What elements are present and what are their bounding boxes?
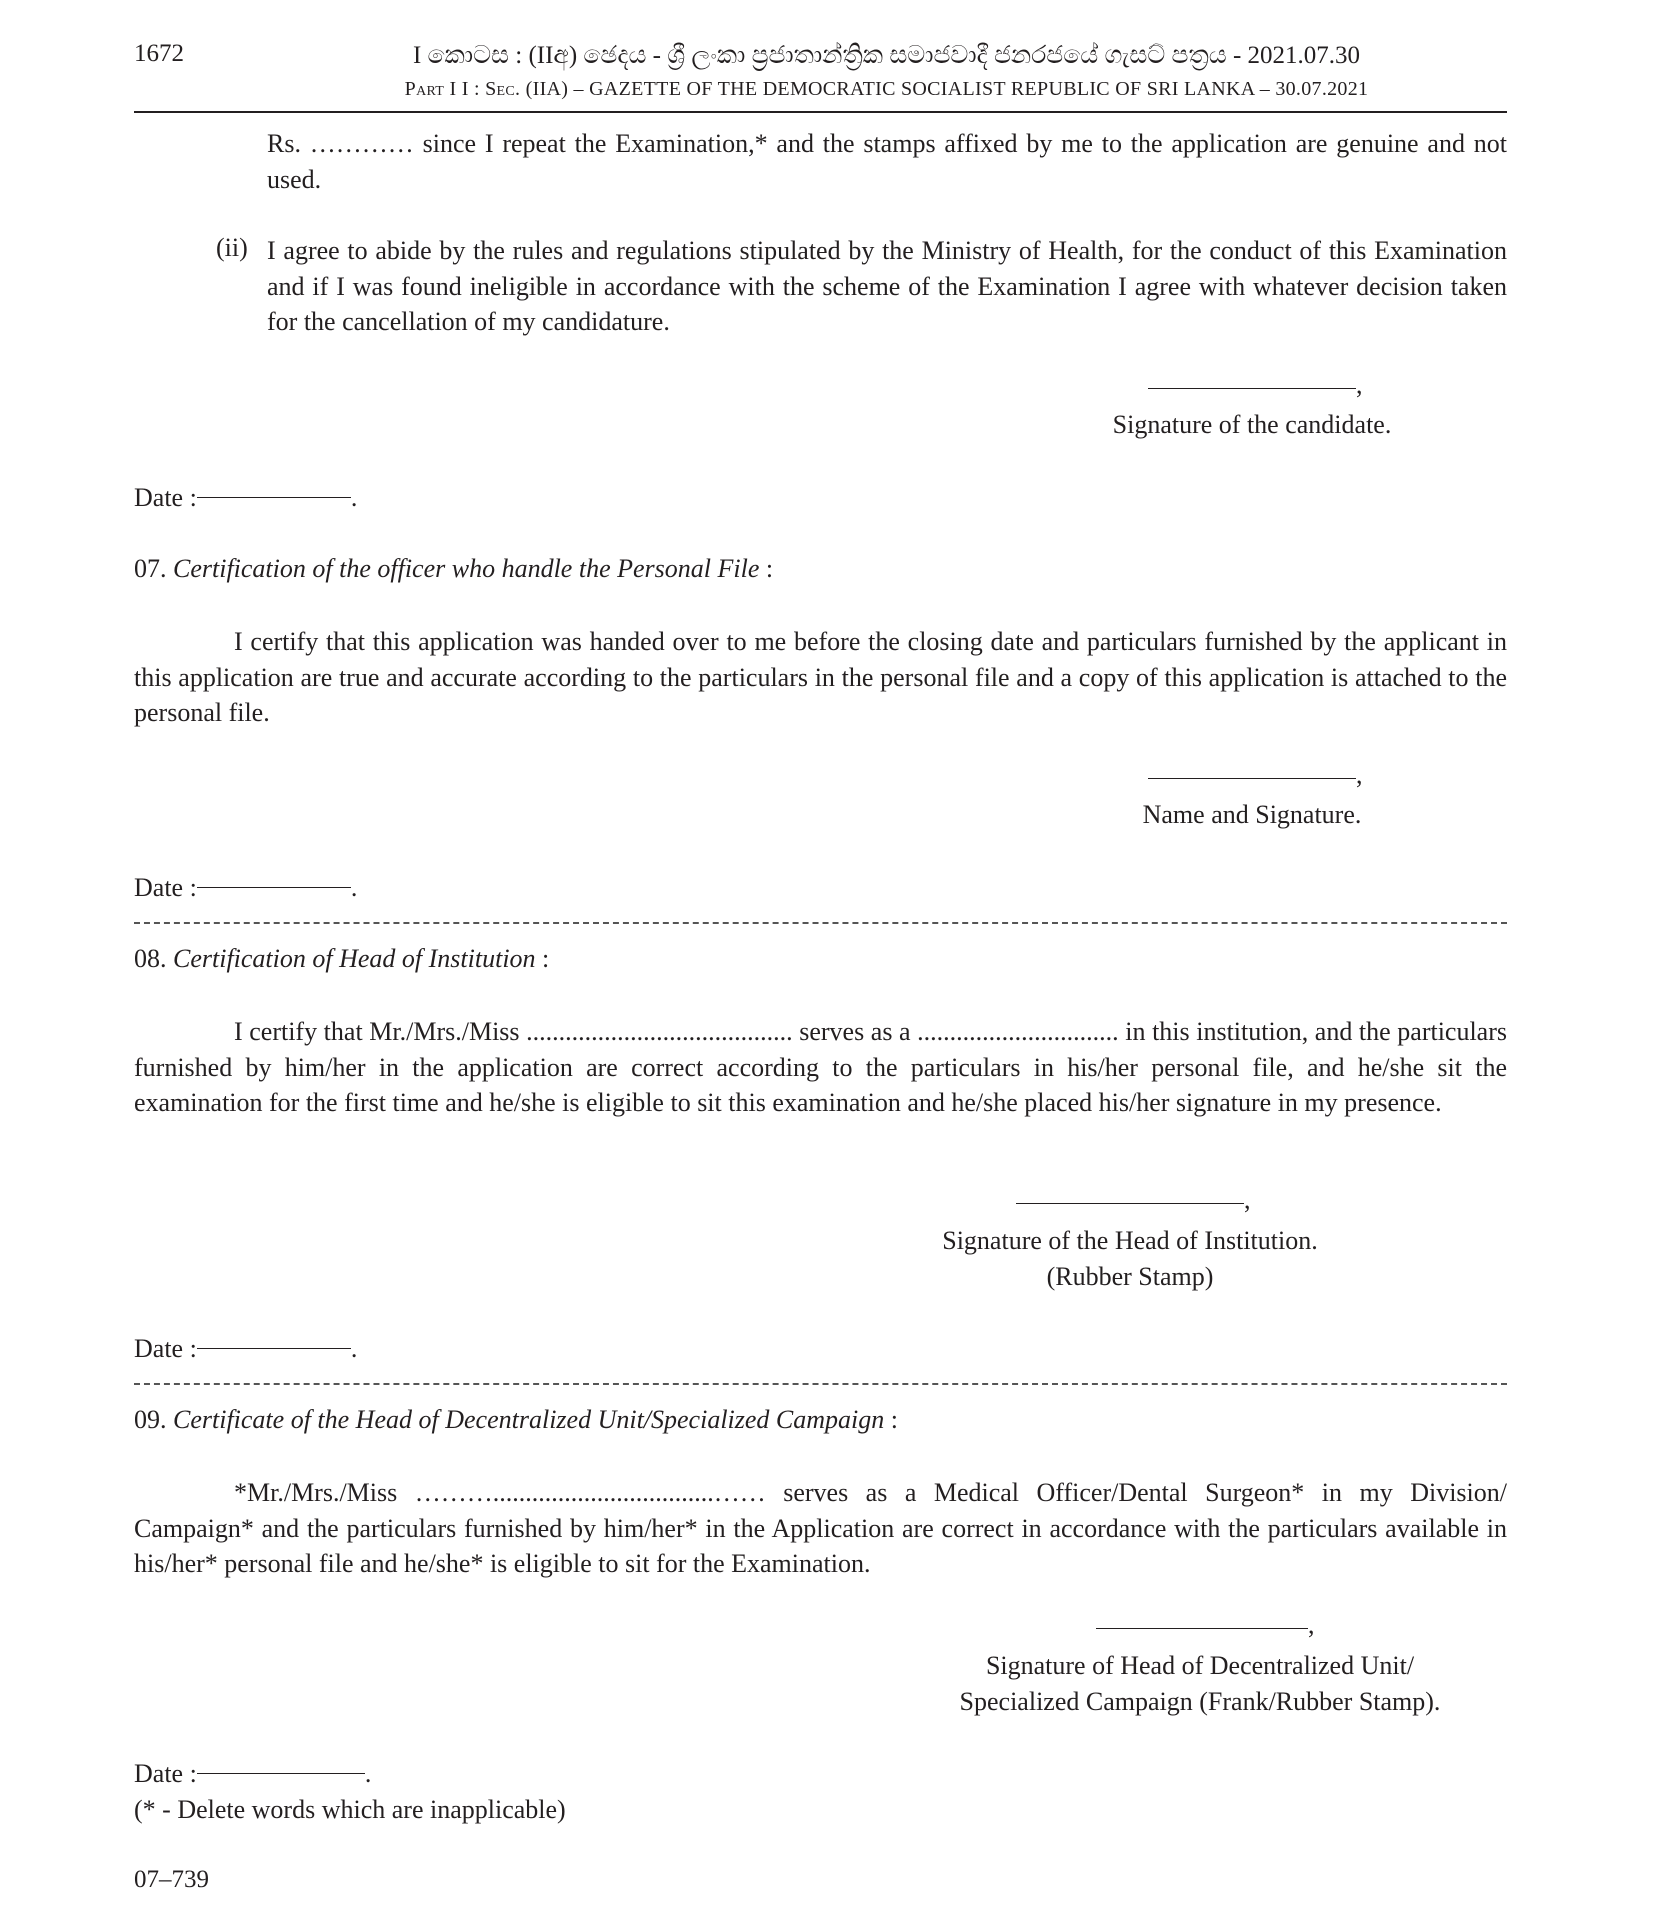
section-divider [134, 922, 1507, 924]
item-ii-label: (ii) [216, 233, 248, 262]
section-09-signature-label-line1: Signature of Head of Decentralized Unit/ [985, 1651, 1415, 1680]
declaration-continued-text: Rs. ………… since I repeat the Examination,* and the stamps affixed by me to the application are genuine and not used. [267, 129, 1507, 194]
section-08-signature-label: Signature of the Head of Institution. [942, 1226, 1318, 1255]
section-08-date-field: Date : . [134, 1334, 358, 1363]
section-08-number: 08. [134, 944, 167, 973]
section-07-heading: Certification of the officer who handle the Personal File [173, 554, 760, 583]
header-sec-label: Sec. [485, 78, 521, 100]
gazette-header-sinhala: I කොටස : (IIඅ) ඡෙදය - ශ්‍රී ලංකා ප්‍රජාතාන්ත්‍රික සමාජවාදී ජනරජයේ ගැසට් පත්‍රය - 2021.07.30 [412, 42, 1361, 69]
section-07-heading-suffix: : [759, 554, 774, 583]
section-09-number: 09. [134, 1405, 167, 1434]
section-07-title [134, 554, 773, 584]
section-08-heading-suffix: : [535, 944, 550, 973]
section-07-date-field: Date : . [134, 873, 358, 902]
section-07-signature-label: Name and Signature. [1142, 800, 1362, 829]
section-08-body: I certify that Mr./Mrs./Miss ......................................... serves as a ............................... in this institution, and the particulars furnished by him/her in the application are correct according to the particulars in his/her personal file, and he/she sit the examination for the first time and he/she is eligible to sit this examination and he/she placed his/her signature in my presence. [134, 1017, 1507, 1117]
section-07-body: I certify that this application was handed over to me before the closing date and particulars furnished by the applicant in this application are true and accurate according to the particulars in the personal file and a copy of this application is attached to the personal file. [134, 627, 1507, 727]
date-label: Date : [134, 483, 197, 512]
page-number: 1672 [134, 40, 184, 67]
section-09-body: *Mr./Mrs./Miss ………..................................…… serves as a Medical Officer/Dental Surgeon* in my Division/ Campaign* and the particulars furnished by him/her* in the Application are correct in accordance with the particulars available in his/her* personal file and he/she* is eligible to sit for the Examination. [134, 1478, 1507, 1578]
footer-reference: 07–739 [134, 1866, 209, 1893]
declaration-date-field: Date : . [134, 483, 358, 512]
section-08-heading: Certification of Head of Institution [173, 944, 536, 973]
candidate-signature-line: , [1148, 370, 1363, 400]
section-09-signature-label-line2: Specialized Campaign (Frank/Rubber Stamp). [959, 1687, 1441, 1716]
inapplicable-footnote: (* - Delete words which are inapplicable) [134, 1795, 566, 1824]
section-08-title [134, 944, 549, 974]
header-english-rest: (IIA) – GAZETTE OF THE DEMOCRATIC SOCIALIST REPUBLIC OF SRI LANKA – 30.07.2021 [525, 78, 1369, 100]
section-08-signature-line: , [1016, 1185, 1251, 1215]
section-08-stamp-label: (Rubber Stamp) [1046, 1262, 1214, 1291]
header-part-label: Part I [404, 78, 457, 100]
section-07-number: 07. [134, 554, 167, 583]
section-09-heading-suffix: : [884, 1405, 899, 1434]
date-label: Date : [134, 873, 197, 902]
candidate-signature-label: Signature of the candidate. [1112, 410, 1392, 439]
section-09-date-field: Date : . [134, 1759, 372, 1788]
section-07-signature-line: , [1148, 760, 1363, 790]
header-rule [134, 111, 1507, 113]
section-09-title [134, 1405, 898, 1435]
section-divider [134, 1383, 1507, 1385]
date-label: Date : [134, 1759, 197, 1788]
gazette-header-english: Part I I : Sec. (IIA) – GAZETTE OF THE DEMOCRATIC SOCIALIST REPUBLIC OF SRI LANKA – 30.07.2021 [404, 78, 1369, 100]
item-ii-text: I agree to abide by the rules and regulations stipulated by the Ministry of Health, for the conduct of this Examination and if I was found ineligible in accordance with the scheme of the Examination I agree with whatever decision taken for the cancellation of my candidature. [267, 236, 1507, 336]
section-09-signature-line: , [1096, 1610, 1315, 1640]
section-09-heading: Certificate of the Head of Decentralized Unit/Specialized Campaign [173, 1405, 885, 1434]
date-label: Date : [134, 1334, 197, 1363]
